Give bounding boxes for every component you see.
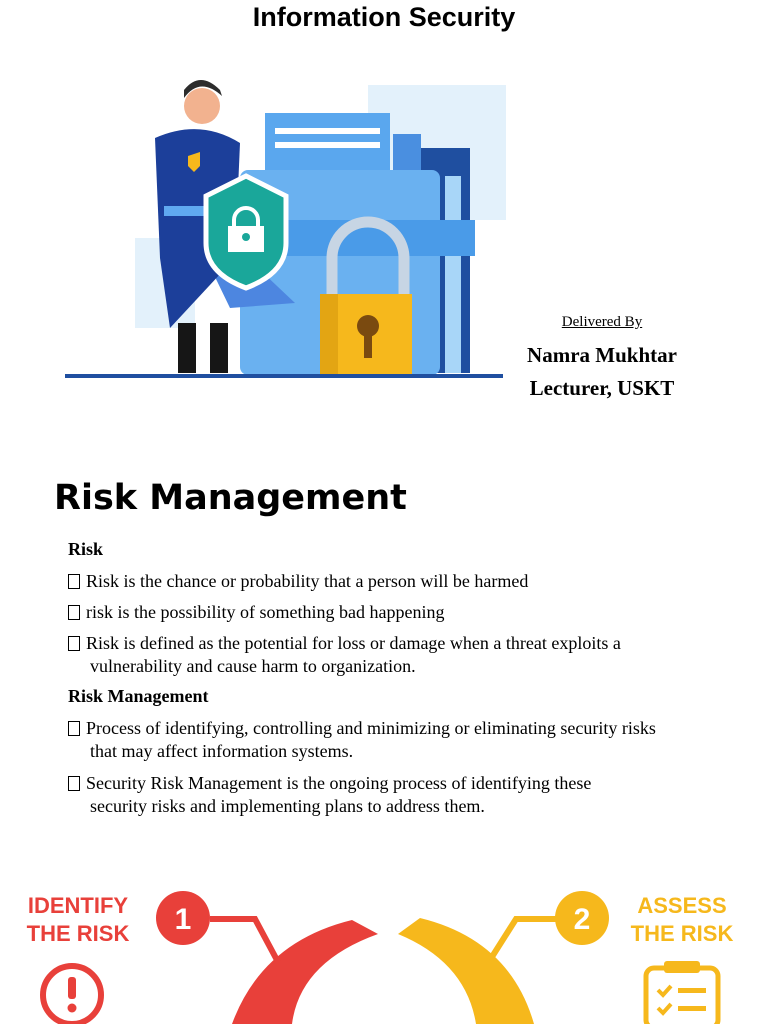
risk-management-subheading: Risk Management [68, 686, 209, 706]
assess-arc [398, 918, 534, 1024]
lecturer-name: Namra Mukhtar [527, 343, 677, 367]
lecturer-position: Lecturer, USKT [529, 376, 675, 400]
step-1-number: 1 [174, 903, 192, 936]
bullet-icon [68, 636, 80, 651]
page-title: Information Security [252, 2, 516, 32]
exclamation-icon [43, 966, 101, 1024]
step-1-title-line1: IDENTIFY [27, 893, 129, 918]
identify-arc [232, 920, 378, 1024]
bullet-icon [68, 721, 80, 736]
bullet-text: Security Risk Management is the ongoing process of identifying these [86, 773, 592, 793]
risk-process-diagram [0, 862, 768, 1024]
list-item [68, 717, 718, 763]
list-item [68, 570, 718, 593]
step-2-number: 2 [573, 903, 591, 936]
list-item [68, 601, 718, 624]
checklist-icon [646, 961, 718, 1024]
step-1-title-line2: THE RISK [26, 921, 130, 946]
bullet-text: Process of identifying, controlling and minimizing or eliminating security risks [86, 718, 656, 738]
bullet-text-continued: vulnerability and cause harm to organization. [90, 656, 416, 676]
bullet-text: Risk is the chance or probability that a person will be harmed [86, 571, 529, 591]
bullet-text-continued: that may affect information systems. [90, 741, 354, 761]
section-heading: Risk Management [54, 478, 407, 518]
list-item [68, 772, 718, 818]
bullet-text: Risk is defined as the potential for loss or damage when a threat exploits a [86, 633, 621, 653]
bullet-icon [68, 605, 80, 620]
bullet-text: risk is the possibility of something bad happening [86, 602, 445, 622]
step-2-title-line1: ASSESS [637, 893, 727, 918]
risk-subheading: Risk [68, 539, 104, 559]
lecturer-credit [500, 339, 704, 405]
delivered-by-label: Delivered By [561, 314, 643, 330]
bullet-icon [68, 776, 80, 791]
step-2-title-line2: THE RISK [630, 921, 734, 946]
security-illustration [60, 68, 510, 398]
bullet-icon [68, 574, 80, 589]
list-item [68, 632, 718, 678]
bullet-text-continued: security risks and implementing plans to address them. [90, 796, 485, 816]
shield-lock-icon [206, 176, 286, 288]
